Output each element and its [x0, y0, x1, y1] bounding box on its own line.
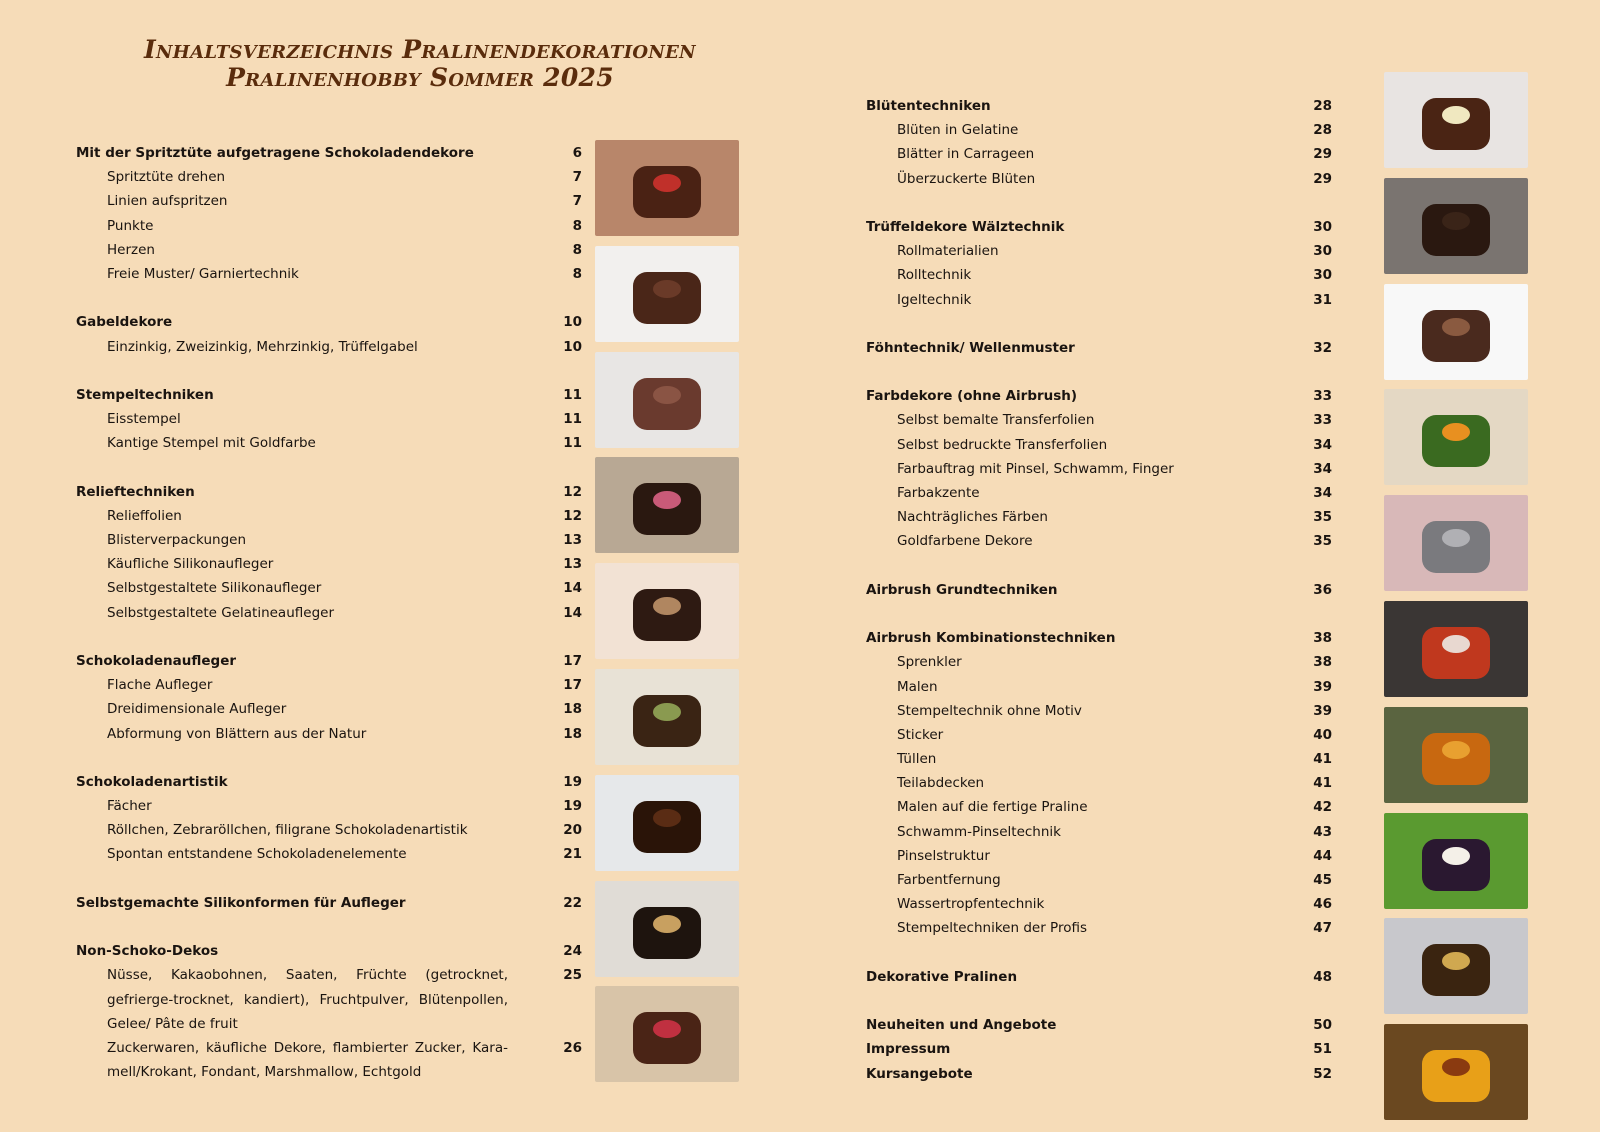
decoration-accent: [1442, 106, 1470, 124]
toc-entry: [866, 529, 1332, 553]
toc-page-number: 45: [1313, 872, 1332, 888]
photo-strip-left: [595, 140, 739, 1092]
toc-page-number: 8: [572, 241, 582, 258]
toc-entry-title: Fächer: [107, 798, 152, 815]
toc-page-number: 38: [1313, 630, 1332, 647]
toc-chapter: [866, 384, 1332, 408]
toc-entry-title: Igeltechnik: [897, 291, 972, 308]
toc-page-number: 22: [563, 894, 582, 911]
toc-page-number: 7: [572, 169, 582, 186]
toc-entry-title: Selbst bedruckte Transferfolien: [897, 436, 1108, 453]
decoration-accent: [653, 809, 681, 827]
toc-entry-title: Malen auf die fertige Praline: [897, 799, 1088, 816]
toc-entry: [76, 262, 582, 286]
toc-entry-title: Käufliche Silikonaufleger: [107, 556, 274, 573]
toc-entry-title: Neuheiten und Angebote: [866, 1017, 1057, 1034]
decoration-accent: [653, 174, 681, 192]
toc-entry-title: Stempeltechnik ohne Motiv: [897, 702, 1082, 719]
toc-page-number: 17: [563, 652, 582, 669]
toc-entry: [866, 239, 1332, 263]
toc-page-number: 38: [1313, 654, 1332, 671]
toc-entry: [76, 552, 582, 576]
toc-entry: [76, 1036, 582, 1084]
toc-entry-title: Schokoladenaufleger: [76, 652, 237, 669]
toc-entry-title: Farbdekore (ohne Airbrush): [866, 388, 1078, 405]
toc-page-number: 34: [1313, 485, 1332, 501]
decoration-accent: [1442, 635, 1470, 653]
toc-page-number: 13: [563, 532, 582, 548]
toc-page-number: 43: [1313, 823, 1332, 840]
decoration-accent: [653, 280, 681, 298]
toc-chapter: [76, 310, 582, 334]
toc-entry-title: Eisstempel: [107, 411, 181, 428]
toc-page-number: 19: [563, 773, 582, 790]
toc-page-number: 30: [1313, 218, 1332, 235]
toc-entry: [866, 771, 1332, 795]
toc-entry: [866, 408, 1332, 432]
toc-page-number: 12: [563, 507, 582, 524]
toc-entry-title: Blütentechniken: [866, 98, 991, 114]
toc-entry: [866, 433, 1332, 457]
toc-entry: [866, 747, 1332, 771]
toc-entry-title: Airbrush Grundtechniken: [866, 581, 1058, 598]
toc-page-number: 29: [1313, 146, 1332, 163]
toc-chapter: [76, 383, 582, 407]
praline-daisy-grass-photo: [1384, 813, 1528, 909]
toc-page-number: 50: [1313, 1017, 1332, 1034]
photo-strip-right: [1384, 72, 1528, 1130]
toc-entry: [866, 118, 1332, 142]
toc-page-number: 41: [1313, 751, 1332, 768]
pralines-red-dots-photo: [595, 140, 739, 236]
toc-entry: [76, 673, 582, 697]
toc-entry: [76, 722, 582, 746]
toc-page-number: 11: [563, 411, 582, 428]
toc-chapter: [866, 215, 1332, 239]
toc-entry-title: Röllchen, Zebraröllchen, filigrane Schokoladenartistik: [107, 822, 468, 839]
pralines-sunflowers-photo: [1384, 1024, 1528, 1120]
toc-entry-title: Relieftechniken: [76, 483, 195, 500]
decoration-accent: [1442, 212, 1470, 230]
toc-entry-title: Zuckerwaren, käufliche Dekore, flambierter Zucker, Kara-mell/Krokant, Fondant, Marshmallow, Echtgold: [107, 1039, 508, 1081]
toc-page-number: 10: [563, 314, 582, 331]
chocolate-disks-fruit-photo: [595, 986, 739, 1082]
toc-page-number: 25: [563, 967, 582, 984]
toc-entry: [76, 842, 582, 866]
toc-entry-title: Selbstgemachte Silikonformen für Aufleger: [76, 894, 406, 911]
toc-entry: [76, 963, 582, 1036]
toc-entry: [866, 916, 1332, 940]
toc-chapter: [866, 965, 1332, 989]
toc-page-number: 32: [1313, 339, 1332, 356]
toc-entry-title: Rolltechnik: [897, 267, 972, 284]
toc-page-number: 35: [1313, 533, 1332, 550]
toc-entry-title: Trüffeldekore Wälztechnik: [866, 218, 1065, 235]
toc-page-number: 17: [563, 677, 582, 694]
toc-page-number: 12: [563, 483, 582, 500]
toc-entry: [76, 504, 582, 528]
decoration-accent: [653, 386, 681, 404]
toc-entry-title: Airbrush Kombinationstechniken: [866, 630, 1116, 647]
chocolate-dome-artistic-photo: [595, 775, 739, 871]
toc-entry-title: Impressum: [866, 1041, 951, 1058]
toc-page-number: 14: [563, 580, 582, 597]
toc-entry-title: Herzen: [107, 241, 155, 258]
toc-chapter: [866, 578, 1332, 602]
toc-page-number: 40: [1313, 726, 1332, 743]
toc-entry: [866, 288, 1332, 312]
toc-page-number: 41: [1313, 775, 1332, 792]
toc-chapter: [866, 94, 1332, 118]
toc-page-number: 14: [563, 604, 582, 621]
toc-chapter: [76, 891, 582, 915]
toc-entry-title: Spritztüte drehen: [107, 169, 226, 186]
toc-entry: [866, 844, 1332, 868]
toc-entry: [866, 892, 1332, 916]
title-line-1: Inhaltsverzeichnis Pralinendekorationen: [144, 35, 696, 64]
toc-page-number: 47: [1313, 920, 1332, 937]
decoration-accent: [1442, 318, 1470, 336]
toc-page-number: 42: [1313, 799, 1332, 816]
toc-page-number: 6: [572, 145, 582, 161]
toc-entry-title: Stempeltechniken der Profis: [897, 920, 1087, 937]
toc-entry-title: Rollmaterialien: [897, 243, 999, 260]
toc-entry: [76, 189, 582, 213]
toc-entry: [866, 650, 1332, 674]
toc-entry-title: Tüllen: [897, 751, 937, 768]
toc-chapter: [866, 626, 1332, 650]
toc-page-number: 51: [1313, 1041, 1332, 1058]
toc-entry-title: Mit der Spritztüte aufgetragene Schokoladendekore: [76, 145, 474, 161]
toc-entry: [866, 481, 1332, 505]
toc-chapter: [76, 649, 582, 673]
toc-page-number: 33: [1313, 388, 1332, 405]
toc-left-column: [76, 141, 582, 1084]
toc-page-number: 39: [1313, 702, 1332, 719]
toc-entry-title: Freie Muster/ Garniertechnik: [107, 265, 299, 282]
toc-page-number: 8: [572, 217, 582, 234]
toc-entry-title: Wassertropfentechnik: [897, 896, 1045, 913]
toc-page-number: 21: [563, 846, 582, 863]
toc-entry: [76, 214, 582, 238]
toc-chapter: [76, 141, 582, 165]
praline-hazelnut-photo: [595, 881, 739, 977]
toc-entry: [866, 820, 1332, 844]
toc-entry: [866, 675, 1332, 699]
toc-entry-title: Gabeldekore: [76, 314, 173, 331]
toc-chapter: [866, 1037, 1332, 1061]
toc-page-number: 19: [563, 798, 582, 815]
toc-entry-title: Non-Schoko-Dekos: [76, 943, 219, 960]
decoration-accent: [1442, 741, 1470, 759]
praline-wave-pattern-photo: [1384, 284, 1528, 380]
chocolate-toppers-photo: [595, 669, 739, 765]
toc-entry-title: Nüsse, Kakaobohnen, Saaten, Früchte (getrocknet, gefrierge-trocknet, kandiert), Fruchtpulver, Blütenpollen, Gelee/ Pâte de fruit: [107, 967, 508, 1032]
toc-page-number: 26: [563, 1039, 582, 1056]
toc-chapter: [866, 1013, 1332, 1037]
toc-entry-title: Blätter in Carrageen: [897, 146, 1035, 163]
toc-entry-title: Dreidimensionale Aufleger: [107, 701, 287, 718]
praline-fork-dip-photo: [595, 246, 739, 342]
praline-gold-wave-photo: [595, 563, 739, 659]
toc-page-number: 35: [1313, 509, 1332, 526]
toc-page-number: 18: [563, 725, 582, 742]
toc-entry-title: Relieffolien: [107, 507, 182, 524]
toc-page-number: 28: [1313, 122, 1332, 139]
toc-entry-title: Flache Aufleger: [107, 677, 213, 694]
toc-entry-title: Selbstgestaltete Gelatineaufleger: [107, 604, 334, 621]
toc-entry-title: Einzinkig, Zweizinkig, Mehrzinkig, Trüffelgabel: [107, 338, 418, 355]
toc-page-number: 36: [1313, 581, 1332, 598]
toc-entry: [76, 238, 582, 262]
toc-entry: [866, 167, 1332, 191]
toc-entry: [866, 457, 1332, 481]
toc-entry: [866, 723, 1332, 747]
toc-entry-title: Blüten in Gelatine: [897, 122, 1019, 139]
toc-page-number: 29: [1313, 170, 1332, 187]
toc-chapter: [76, 939, 582, 963]
toc-page-number: 44: [1313, 847, 1332, 864]
toc-page-number: 33: [1313, 412, 1332, 429]
toc-entry-title: Goldfarbene Dekore: [897, 533, 1033, 550]
toc-chapter: [76, 480, 582, 504]
toc-page-number: 8: [572, 265, 582, 282]
toc-entry: [76, 697, 582, 721]
toc-page-number: 11: [563, 435, 582, 452]
toc-page-number: 39: [1313, 678, 1332, 695]
toc-entry-title: Teilabdecken: [897, 775, 985, 792]
toc-entry: [866, 795, 1332, 819]
toc-page-number: 11: [563, 386, 582, 403]
toc-page-number: 24: [563, 943, 582, 960]
pralines-gold-stripes-photo: [1384, 918, 1528, 1014]
toc-entry-title: Schwamm-Pinseltechnik: [897, 823, 1061, 840]
toc-entry: [866, 505, 1332, 529]
toc-entry-title: Föhntechnik/ Wellenmuster: [866, 339, 1075, 356]
toc-entry-title: Kantige Stempel mit Goldfarbe: [107, 435, 316, 452]
toc-page-number: 7: [572, 193, 582, 210]
decoration-accent: [1442, 847, 1470, 865]
toc-entry-title: Spontan entstandene Schokoladenelemente: [107, 846, 407, 863]
toc-entry-title: Sticker: [897, 726, 944, 743]
title-line-2: Pralinenhobby Sommer 2025: [226, 63, 614, 92]
toc-entry: [866, 263, 1332, 287]
decoration-accent: [653, 915, 681, 933]
toc-entry: [866, 142, 1332, 166]
toc-entry-title: Selbstgestaltete Silikonaufleger: [107, 580, 322, 597]
praline-orange-dome-photo: [1384, 707, 1528, 803]
toc-entry-title: Sprenkler: [897, 654, 962, 671]
toc-page-number: 20: [563, 822, 582, 839]
toc-entry: [76, 601, 582, 625]
praline-stamp-leaf-photo: [595, 352, 739, 448]
praline-grey-stone-photo: [1384, 495, 1528, 591]
toc-chapter: [866, 1062, 1332, 1086]
toc-page-number: 52: [1313, 1065, 1332, 1082]
toc-page-number: 10: [563, 338, 582, 355]
toc-page-number: 31: [1313, 291, 1332, 308]
toc-entry-title: Überzuckerte Blüten: [897, 170, 1036, 187]
toc-entry: [76, 794, 582, 818]
toc-entry: [866, 868, 1332, 892]
toc-entry-title: Farbentfernung: [897, 872, 1001, 888]
toc-page-number: 18: [563, 701, 582, 718]
truffles-on-rack-photo: [1384, 178, 1528, 274]
toc-entry-title: Dekorative Pralinen: [866, 968, 1018, 985]
toc-entry-title: Selbst bemalte Transferfolien: [897, 412, 1095, 429]
praline-relief-pink-photo: [595, 457, 739, 553]
toc-entry: [76, 528, 582, 552]
pralines-flower-drops-photo: [1384, 72, 1528, 168]
toc-page-number: 46: [1313, 896, 1332, 913]
toc-entry-title: Abformung von Blättern aus der Natur: [107, 725, 367, 742]
page-title: [110, 36, 730, 92]
toc-entry-title: Nachträgliches Färben: [897, 509, 1048, 526]
toc-entry-title: Schokoladenartistik: [76, 773, 228, 790]
toc-page-number: 34: [1313, 460, 1332, 477]
toc-entry-title: Farbakzente: [897, 485, 980, 501]
toc-entry: [76, 576, 582, 600]
toc-right-column: [866, 94, 1332, 1086]
toc-entry-title: Stempeltechniken: [76, 386, 214, 403]
praline-green-orange-photo: [1384, 389, 1528, 485]
toc-page-number: 30: [1313, 267, 1332, 284]
toc-entry: [76, 335, 582, 359]
toc-page-number: 30: [1313, 243, 1332, 260]
toc-chapter: [76, 770, 582, 794]
toc-entry-title: Punkte: [107, 217, 154, 234]
toc-entry-title: Blisterverpackungen: [107, 532, 247, 548]
toc-entry-title: Farbauftrag mit Pinsel, Schwamm, Finger: [897, 460, 1174, 477]
toc-page-number: 48: [1313, 968, 1332, 985]
decoration-accent: [653, 703, 681, 721]
toc-entry-title: Malen: [897, 678, 938, 695]
toc-page-number: 13: [563, 556, 582, 573]
toc-page-number: 28: [1313, 98, 1332, 114]
toc-chapter: [866, 336, 1332, 360]
pralines-red-hearts-photo: [1384, 601, 1528, 697]
toc-entry: [866, 699, 1332, 723]
toc-entry: [76, 407, 582, 431]
toc-entry-title: Linien aufspritzen: [107, 193, 228, 210]
toc-page-number: 34: [1313, 436, 1332, 453]
toc-entry: [76, 431, 582, 455]
toc-entry-title: Kursangebote: [866, 1065, 973, 1082]
toc-entry-title: Pinselstruktur: [897, 847, 990, 864]
toc-entry: [76, 818, 582, 842]
toc-entry: [76, 165, 582, 189]
